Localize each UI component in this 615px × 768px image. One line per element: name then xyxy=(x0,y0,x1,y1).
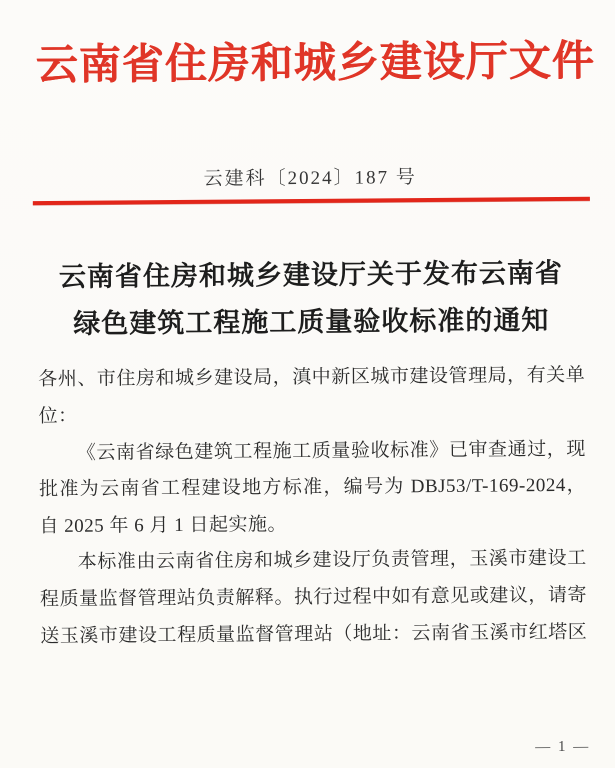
recipient-line: 各州、市住房和城乡建设局，滇中新区城市建设管理局，有关单位： xyxy=(38,365,586,428)
body-paragraph-approval: 《云南省绿色建筑工程施工质量验收标准》已审查通过，现批准为云南省工程建设地方标准，编号为 DBJ53/T-169-2024，自 2025 年 6 月 1 日起实施。 xyxy=(39,438,587,537)
document-title-line1: 云南省住房和城乡建设厅关于发布云南省 xyxy=(58,258,564,293)
document-body xyxy=(38,358,587,655)
body-paragraph-management: 本标准由云南省住房和城乡建设厅负责管理，玉溪市建设工程质量监督管理站负责解释。执行过程中如有意见或建议，请寄送玉溪市建设工程质量监督管理站（地址：云南省玉溪市红塔区 xyxy=(39,548,588,647)
document-title xyxy=(37,250,585,348)
document-header-title: 云南省住房和城乡建设厅文件 xyxy=(35,38,595,90)
document-number: 云建科〔2024〕187 号 xyxy=(203,166,417,190)
page-number: — 1 — xyxy=(535,738,591,756)
red-divider-line xyxy=(33,197,590,205)
document-title-line2: 绿色建筑工程施工质量验收标准的通知 xyxy=(73,305,550,340)
